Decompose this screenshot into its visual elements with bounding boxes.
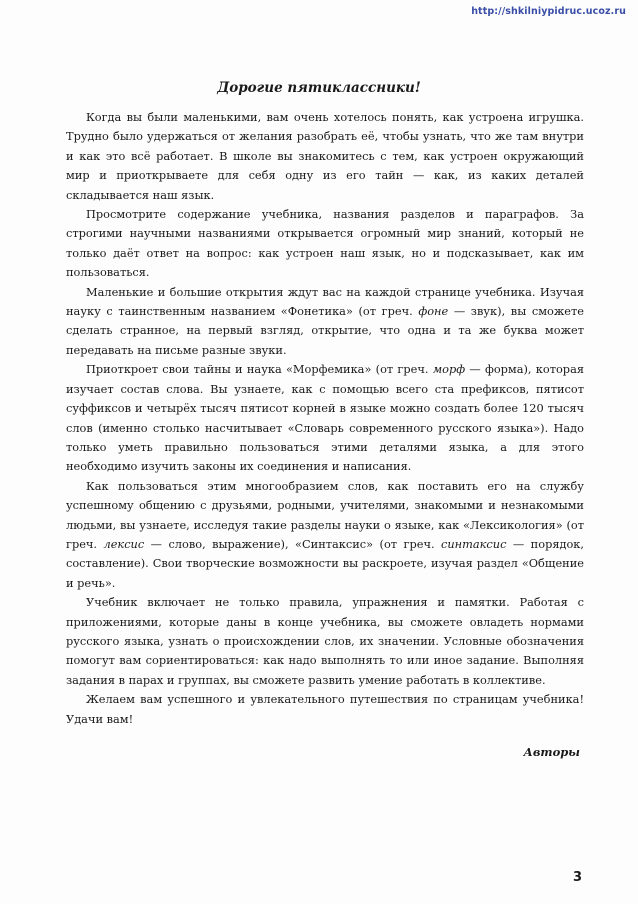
italic-term: морф: [432, 362, 466, 377]
signature: Авторы: [523, 745, 580, 759]
body-text: [66, 108, 584, 729]
body-paragraph: [66, 690, 584, 729]
text-segment: Приоткроет свои тайны и наука «Морфемика» (от греч.: [86, 362, 433, 377]
page-number: 3: [572, 870, 582, 885]
body-paragraph: [66, 477, 584, 593]
text-segment: — слово, выражение), «Синтаксис» (от греч.: [144, 536, 441, 551]
page-heading: Дорогие пятиклассники!: [217, 80, 421, 96]
text-segment: — форма), которая изучает состав слова. Вы узнаете, как с помощью всего ста префиксов, пятисот суффиксов и четырёх тысяч пятисот корней в языке можно создать более 120 тысяч слов (именно столько насчитывает «Словарь современного русского языка»). Надо только уметь правильно пользоваться этими деталями языка, а для этого необходимо изучить законы их соединения и написания.: [66, 362, 584, 474]
text-segment: Желаем вам успешного и увлекательного путешествия по страницам учебника! Удачи вам!: [66, 692, 584, 726]
body-paragraph: [66, 360, 584, 476]
italic-term: синтаксис: [441, 536, 507, 551]
italic-term: лексис: [103, 536, 145, 551]
body-paragraph: [66, 593, 584, 690]
source-watermark: http://shkilniypidruc.ucoz.ru: [471, 6, 626, 17]
text-segment: Как пользоваться этим многообразием слов, как поставить его на службу успешному общению с друзьями, родными, учителями, знакомыми и незнакомыми людьми, вы узнаете, исследуя такие разделы науки о языке, как «Лексикология» (от греч.: [66, 478, 584, 551]
text-segment: — звук), вы сможете сделать странное, на первый взгляд, открытие, что одна и та же буква может передавать на письме разные звуки.: [66, 304, 584, 357]
text-segment: Маленькие и большие открытия ждут вас на каждой странице учебника. Изучая науку с таинственным названием «Фонетика» (от греч.: [66, 284, 584, 319]
italic-term: фоне: [418, 304, 449, 319]
text-segment: Учебник включает не только правила, упражнения и памятки. Работая с приложениями, которые даны в конце учебника, вы сможете овладеть нормами русского языка, узнать о происхождении слов, их значении. Условные обозначения помогут вам сориентироваться: как надо выполнять то или иное задание. Выполняя задания в парах и группах, вы сможете развить умение работать в коллективе.: [66, 595, 584, 687]
body-paragraph: [66, 108, 584, 205]
body-paragraph: [66, 205, 584, 283]
text-segment: — порядок, составление). Свои творческие возможности вы раскроете, изучая раздел «Общение и речь».: [66, 536, 584, 590]
body-paragraph: [66, 283, 584, 361]
text-segment: Просмотрите содержание учебника, названия разделов и параграфов. За строгими научными названиями открывается огромный мир знаний, который не только даёт ответ на вопрос: как устроен наш язык, но и подсказывает, как им пользоваться.: [66, 207, 584, 280]
text-segment: Когда вы были маленькими, вам очень хотелось понять, как устроена игрушка. Трудно было удержаться от желания разобрать её, чтобы узнать, что же там внутри и как это всё работает. В школе вы знакомитесь с тем, как устроен окружающий мир и приоткрываете для себя одну из его тайн — как, из каких деталей складывается наш язык.: [66, 110, 584, 202]
